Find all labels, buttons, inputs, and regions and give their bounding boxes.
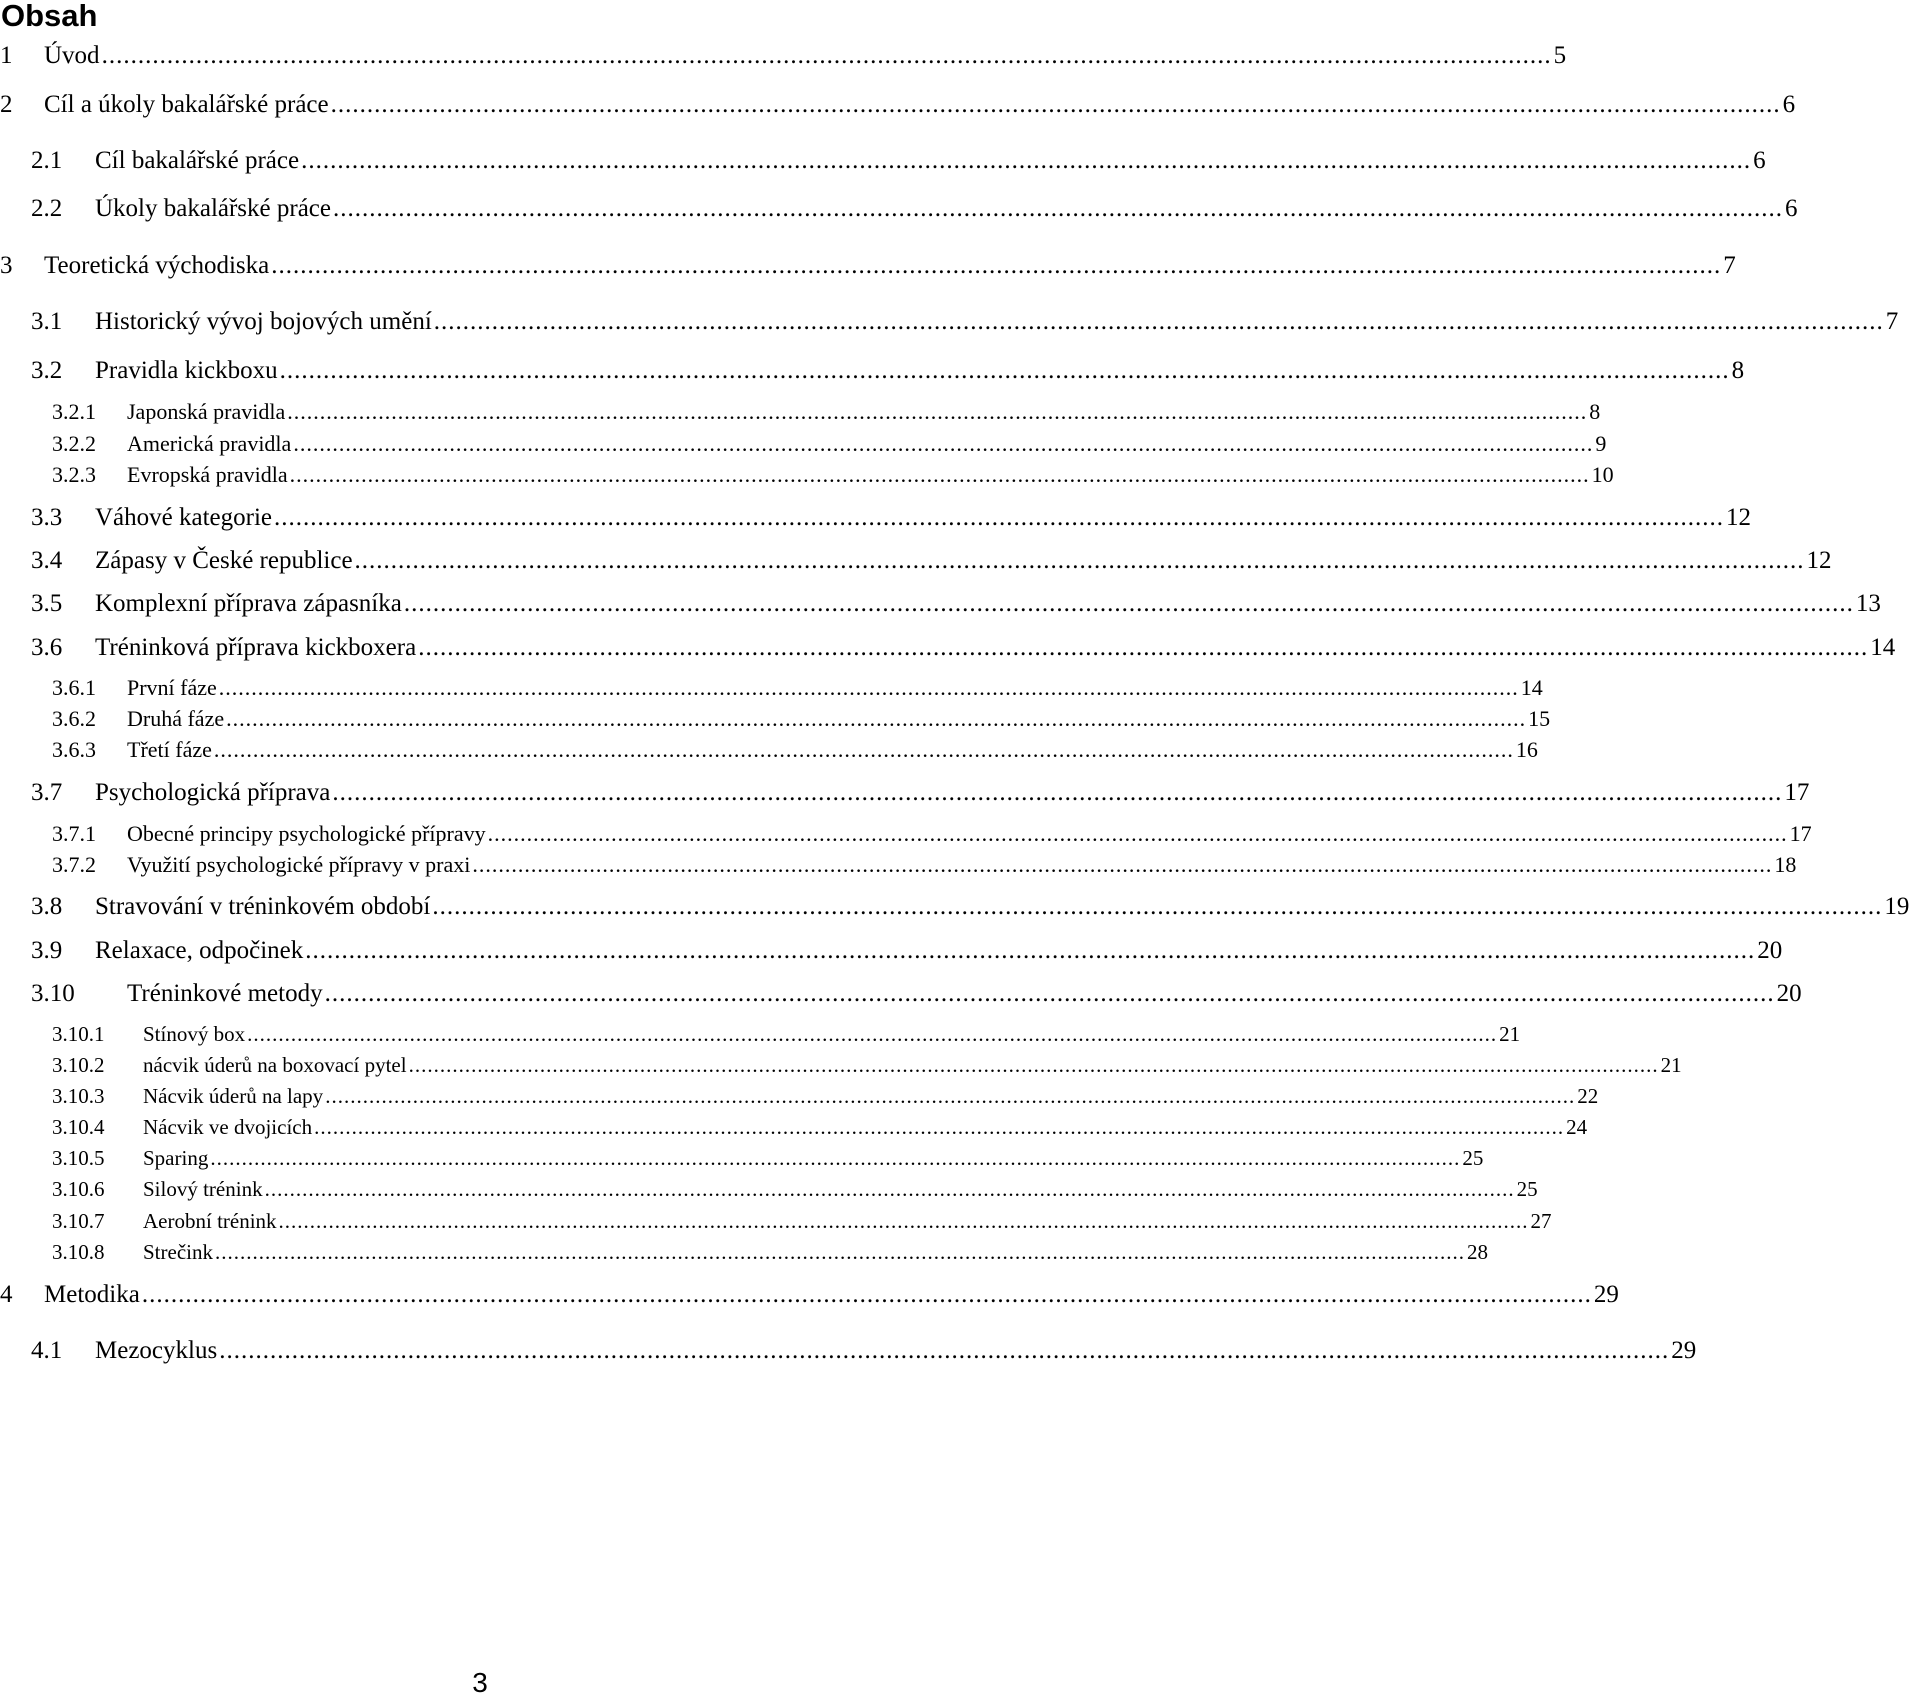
toc-entry-title: Relaxace, odpočinek xyxy=(95,937,304,964)
toc-entry-number: 3.10.2 xyxy=(52,1053,105,1077)
toc-dot-leader: ........................................................................................................................................................................................................ xyxy=(332,779,1783,806)
toc-dot-leader: ........................................................................................................................................................................................................ xyxy=(226,706,1527,731)
toc-entry-number: 3.2.1 xyxy=(52,399,96,424)
toc-entry-number: 3.4 xyxy=(31,547,63,574)
toc-entry-title: Druhá fáze xyxy=(127,706,225,731)
toc-entry-number: 3.10.5 xyxy=(52,1146,105,1170)
toc-entry[interactable] xyxy=(0,246,1736,280)
toc-dot-leader: ........................................................................................................................................................................................................ xyxy=(214,1240,1465,1264)
toc-entry[interactable] xyxy=(52,729,1538,763)
toc-entry-page: 6 xyxy=(1785,195,1798,222)
toc-entry-title: První fáze xyxy=(127,675,217,700)
toc-entry[interactable] xyxy=(31,1331,1697,1365)
toc-entry-page: 15 xyxy=(1528,706,1551,731)
toc-entry-title: Psychologická příprava xyxy=(95,779,331,806)
toc-entry-number: 3.10.3 xyxy=(52,1084,105,1108)
toc-entry[interactable] xyxy=(52,813,1812,847)
toc-entry-title: Pravidla kickboxu xyxy=(95,357,278,384)
toc-entry-title: Cíl a úkoly bakalářské práce xyxy=(44,91,329,118)
toc-entry-page: 12 xyxy=(1726,504,1752,531)
toc-dot-leader: ........................................................................................................................................................................................................ xyxy=(219,1337,1670,1364)
toc-entry-title: Aerobní trénink xyxy=(143,1209,277,1233)
toc-entry[interactable] xyxy=(31,584,1881,618)
toc-entry-title: Americká pravidla xyxy=(127,431,292,456)
toc-entry-number: 3.2.3 xyxy=(52,462,96,487)
toc-entry-number: 3.9 xyxy=(31,937,63,964)
toc-entry-title: Využití psychologické přípravy v praxi xyxy=(127,852,471,877)
toc-entry-title: Nácvik ve dvojicích xyxy=(143,1115,313,1139)
toc-entry-page: 13 xyxy=(1855,590,1881,617)
toc-entry-page: 5 xyxy=(1553,42,1567,69)
toc-entry-number: 3.10 xyxy=(31,980,75,1007)
toc-entry[interactable] xyxy=(31,931,1783,965)
toc-entry-page: 28 xyxy=(1466,1240,1488,1264)
toc-dot-leader: ........................................................................................................................................................................................................ xyxy=(305,937,1756,964)
toc-entry[interactable] xyxy=(52,1168,1538,1202)
toc-dot-leader: ........................................................................................................................................................................................................ xyxy=(293,431,1594,456)
toc-entry-title: Sparing xyxy=(143,1146,209,1170)
toc-entry-number: 3.10.8 xyxy=(52,1240,105,1264)
toc-entry-number: 3.8 xyxy=(31,893,63,920)
toc-entry-title: Strečink xyxy=(143,1240,213,1264)
toc-entry[interactable] xyxy=(52,1044,1682,1078)
toc-entry-number: 3.10.1 xyxy=(52,1022,105,1046)
toc-entry-title: Evropská pravidla xyxy=(127,462,288,487)
toc-entry[interactable] xyxy=(52,1200,1552,1234)
toc-dot-leader: ........................................................................................................................................................................................................ xyxy=(325,1084,1576,1108)
toc-dot-leader: ........................................................................................................................................................................................................ xyxy=(487,821,1788,846)
toc-entry-title: Metodika xyxy=(44,1281,140,1308)
toc-entry-title: Teoretická východiska xyxy=(44,252,270,279)
toc-entry-page: 10 xyxy=(1591,462,1614,487)
toc-entry-number: 3.6 xyxy=(31,634,63,661)
toc-dot-leader: ........................................................................................................................................................................................................ xyxy=(330,91,1781,118)
toc-entry-title: Silový trénink xyxy=(143,1177,263,1201)
toc-entry-title: Nácvik úderů na lapy xyxy=(143,1084,324,1108)
toc-entry-page: 25 xyxy=(1462,1146,1484,1170)
toc-entry[interactable] xyxy=(52,454,1614,488)
toc-entry-title: Úkoly bakalářské práce xyxy=(95,195,331,222)
toc-entry-number: 3.10.4 xyxy=(52,1115,105,1139)
toc-entry[interactable] xyxy=(31,141,1766,175)
toc-entry-number: 4 xyxy=(0,1281,13,1308)
toc-entry[interactable] xyxy=(52,1231,1488,1265)
toc-entry-number: 3.6.2 xyxy=(52,706,96,731)
toc-entry-page: 16 xyxy=(1515,737,1538,762)
toc-entry[interactable] xyxy=(52,1137,1484,1171)
toc-dot-leader: ........................................................................................................................................................................................................ xyxy=(289,462,1590,487)
toc-dot-leader: ........................................................................................................................................................................................................ xyxy=(314,1115,1565,1139)
toc-entry[interactable] xyxy=(31,541,1832,575)
toc-entry-page: 21 xyxy=(1499,1022,1521,1046)
toc-entry-number: 3.7.2 xyxy=(52,852,96,877)
toc-entry-page: 7 xyxy=(1885,308,1899,335)
toc-entry-page: 17 xyxy=(1784,779,1810,806)
toc-entry-title: Cíl bakalářské práce xyxy=(95,147,300,174)
toc-entry-page: 6 xyxy=(1753,147,1766,174)
toc-dot-leader: ........................................................................................................................................................................................................ xyxy=(101,42,1552,69)
toc-entry-page: 27 xyxy=(1530,1209,1552,1233)
toc-entry-number: 3.7.1 xyxy=(52,821,96,846)
toc-dot-leader: ........................................................................................................................................................................................................ xyxy=(433,308,1884,335)
toc-entry-number: 3.6.3 xyxy=(52,737,96,762)
toc-dot-leader: ........................................................................................................................................................................................................ xyxy=(333,195,1783,222)
toc-entry-page: 29 xyxy=(1671,1337,1697,1364)
toc-entry-number: 3.6.1 xyxy=(52,675,96,700)
toc-entry-number: 2.1 xyxy=(31,147,63,174)
toc-entry-number: 3.10.7 xyxy=(52,1209,105,1233)
toc-entry[interactable] xyxy=(52,423,1607,457)
toc-dot-leader: ........................................................................................................................................................................................................ xyxy=(210,1146,1461,1170)
toc-dot-leader: ........................................................................................................................................................................................................ xyxy=(472,852,1773,877)
toc-entry-title: Tréninková příprava kickboxera xyxy=(95,634,417,661)
toc-dot-leader: ........................................................................................................................................................................................................ xyxy=(247,1022,1498,1046)
toc-entry-number: 3.2 xyxy=(31,357,63,384)
page-number: 3 xyxy=(472,1667,488,1698)
toc-entry-title: Třetí fáze xyxy=(127,737,212,762)
toc-entry-title: Zápasy v České republice xyxy=(95,547,353,574)
toc-entry-page: 25 xyxy=(1516,1177,1538,1201)
toc-entry-page: 17 xyxy=(1789,821,1812,846)
toc-entry-title: Váhové kategorie xyxy=(95,504,273,531)
toc-entry-number: 3.2.2 xyxy=(52,431,96,456)
toc-entry-title: Obecné principy psychologické přípravy xyxy=(127,821,486,846)
toc-entry-page: 9 xyxy=(1595,431,1607,456)
toc-dot-leader: ........................................................................................................................................................................................................ xyxy=(301,147,1752,174)
toc-entry-page: 6 xyxy=(1782,91,1796,118)
toc-entry-number: 3.10.6 xyxy=(52,1177,105,1201)
toc-dot-leader: ........................................................................................................................................................................................................ xyxy=(271,252,1722,279)
toc-entry-title: Mezocyklus xyxy=(95,1337,218,1364)
toc-entry-page: 20 xyxy=(1776,980,1802,1007)
toc-entry[interactable] xyxy=(52,667,1543,701)
toc-entry-title: nácvik úderů na boxovací pytel xyxy=(143,1053,407,1077)
toc-entry-page: 14 xyxy=(1870,634,1896,661)
toc-dot-leader: ........................................................................................................................................................................................................ xyxy=(264,1177,1515,1201)
toc-entry[interactable] xyxy=(31,498,1752,532)
toc-entry-title: Stravování v tréninkovém období xyxy=(95,893,431,920)
toc-dot-leader: ........................................................................................................................................................................................................ xyxy=(408,1053,1659,1077)
toc-dot-leader: ........................................................................................................................................................................................................ xyxy=(279,357,1730,384)
toc-entry-page: 19 xyxy=(1884,893,1910,920)
toc-entry-number: 3 xyxy=(0,252,13,279)
toc-entry-number: 3.1 xyxy=(31,308,63,335)
toc-dot-leader: ........................................................................................................................................................................................................ xyxy=(218,675,1519,700)
toc-entry-number: 2 xyxy=(0,91,13,118)
toc-entry-number: 3.3 xyxy=(31,504,63,531)
toc-entry-title: Historický vývoj bojových umění xyxy=(95,308,432,335)
toc-entry[interactable] xyxy=(31,628,1896,662)
toc-entry[interactable] xyxy=(52,391,1601,425)
toc-entry-page: 12 xyxy=(1806,547,1832,574)
toc-entry-page: 20 xyxy=(1757,937,1783,964)
toc-dot-leader: ........................................................................................................................................................................................................ xyxy=(141,1281,1592,1308)
toc-entry[interactable] xyxy=(52,844,1797,878)
toc-entry-number: 3.7 xyxy=(31,779,63,806)
toc-entry[interactable] xyxy=(52,698,1551,732)
toc-dot-leader: ........................................................................................................................................................................................................ xyxy=(403,590,1854,617)
toc-entry[interactable] xyxy=(31,974,1802,1008)
toc-entry-page: 29 xyxy=(1593,1281,1619,1308)
toc-entry[interactable] xyxy=(0,85,1796,119)
toc-entry[interactable] xyxy=(52,1106,1588,1140)
toc-entry[interactable] xyxy=(31,302,1899,336)
toc-entry[interactable] xyxy=(31,189,1798,223)
toc-dot-leader: ........................................................................................................................................................................................................ xyxy=(324,980,1775,1007)
toc-dot-leader: ........................................................................................................................................................................................................ xyxy=(213,737,1514,762)
toc-entry-title: Japonská pravidla xyxy=(127,399,286,424)
toc-entry-number: 4.1 xyxy=(31,1337,63,1364)
toc-entry[interactable] xyxy=(52,1013,1521,1047)
toc-dot-leader: ........................................................................................................................................................................................................ xyxy=(354,547,1805,574)
toc-dot-leader: ........................................................................................................................................................................................................ xyxy=(432,893,1883,920)
toc-entry-page: 21 xyxy=(1660,1053,1682,1077)
toc-entry-page: 22 xyxy=(1577,1084,1599,1108)
toc-entry[interactable] xyxy=(0,36,1567,70)
toc-entry[interactable] xyxy=(31,887,1910,921)
toc-entry-number: 3.5 xyxy=(31,590,63,617)
toc-entry-page: 8 xyxy=(1589,399,1601,424)
toc-entry[interactable] xyxy=(31,351,1745,385)
toc-entry-title: Tréninkové metody xyxy=(127,980,323,1007)
toc-entry-page: 24 xyxy=(1566,1115,1588,1139)
toc-entry-page: 8 xyxy=(1731,357,1745,384)
toc-entry-title: Stínový box xyxy=(143,1022,246,1046)
toc-entry[interactable] xyxy=(0,1275,1619,1309)
toc-entry-title: Komplexní příprava zápasníka xyxy=(95,590,402,617)
toc-dot-leader: ........................................................................................................................................................................................................ xyxy=(287,399,1588,424)
toc-entry-page: 14 xyxy=(1520,675,1543,700)
toc-dot-leader: ........................................................................................................................................................................................................ xyxy=(418,634,1869,661)
toc-entry[interactable] xyxy=(52,1075,1599,1109)
toc-entry-title: Úvod xyxy=(44,42,100,69)
toc-entry-page: 18 xyxy=(1774,852,1797,877)
toc-entry-number: 1 xyxy=(0,42,13,69)
page-title: Obsah xyxy=(1,0,98,33)
toc-dot-leader: ........................................................................................................................................................................................................ xyxy=(274,504,1725,531)
toc-dot-leader: ........................................................................................................................................................................................................ xyxy=(278,1209,1529,1233)
toc-entry[interactable] xyxy=(31,773,1810,807)
toc-entry-page: 7 xyxy=(1723,252,1736,279)
toc-entry-number: 2.2 xyxy=(31,195,63,222)
